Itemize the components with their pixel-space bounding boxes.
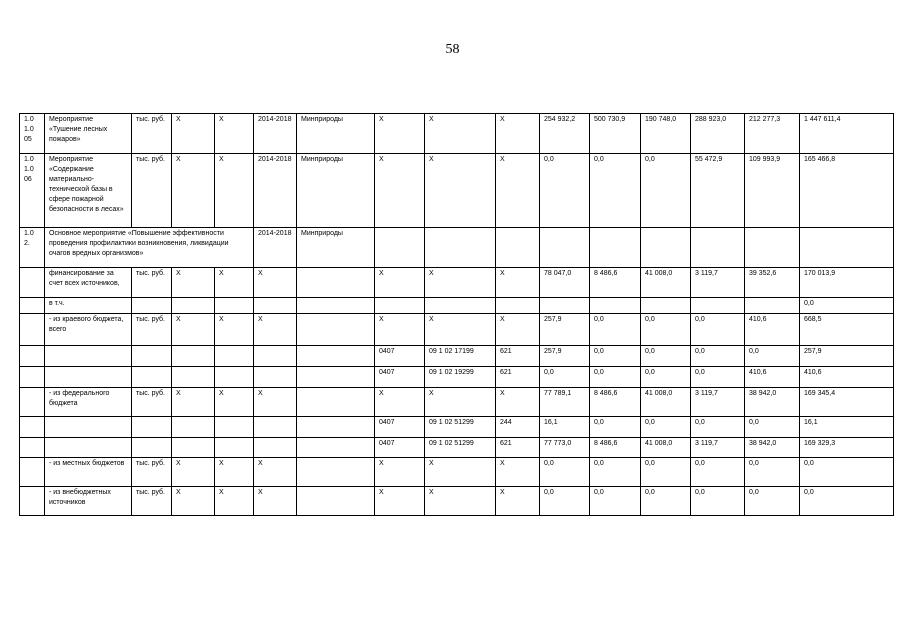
cell-total: 169 329,3	[800, 438, 894, 458]
cell-c10: Х	[496, 154, 540, 228]
cell-total: 0,0	[800, 298, 894, 314]
cell-code	[20, 346, 45, 367]
cell-value-4: 3 119,7	[691, 388, 745, 417]
cell-value-5: 410,6	[745, 367, 800, 388]
cell-period: 2014-2018	[254, 114, 297, 154]
cell-c9: Х	[425, 268, 496, 298]
cell-c4: Х	[172, 154, 215, 228]
cell-empty	[425, 228, 496, 268]
cell-value-2: 0,0	[590, 314, 641, 346]
cell-c5: Х	[215, 268, 254, 298]
cell-empty	[375, 228, 425, 268]
table-row	[20, 367, 894, 388]
cell-value-4: 288 923,0	[691, 114, 745, 154]
cell-value-1: 257,9	[540, 314, 590, 346]
cell-c8: Х	[375, 268, 425, 298]
cell-c5	[215, 346, 254, 367]
cell-value-4: 0,0	[691, 346, 745, 367]
cell-name: в т.ч.	[45, 298, 132, 314]
cell-value-4: 0,0	[691, 458, 745, 487]
cell-unit	[132, 298, 172, 314]
cell-period	[254, 298, 297, 314]
cell-c5: Х	[215, 487, 254, 516]
cell-value-3: 41 008,0	[641, 268, 691, 298]
cell-empty	[745, 228, 800, 268]
cell-total: 0,0	[800, 458, 894, 487]
cell-c5: Х	[215, 314, 254, 346]
cell-period: Х	[254, 458, 297, 487]
cell-unit: тыс. руб.	[132, 154, 172, 228]
cell-c5: Х	[215, 154, 254, 228]
cell-value-3: 41 008,0	[641, 388, 691, 417]
cell-executor	[297, 438, 375, 458]
cell-total: 169 345,4	[800, 388, 894, 417]
page-number: 58	[445, 42, 460, 57]
cell-name: Основное мероприятие «Повышение эффективности проведения профилактики возникновения, ликвидации очагов вредных организмов»	[45, 228, 254, 268]
table-row-main-activity	[20, 228, 894, 268]
cell-value-3: 0,0	[641, 154, 691, 228]
cell-name: Мероприятие «Тушение лесных пожаров»	[45, 114, 132, 154]
cell-name	[45, 367, 132, 388]
cell-empty	[496, 228, 540, 268]
cell-value-2: 0,0	[590, 367, 641, 388]
cell-name	[45, 346, 132, 367]
cell-period	[254, 417, 297, 438]
cell-c5	[215, 438, 254, 458]
cell-code	[20, 487, 45, 516]
cell-c5	[215, 417, 254, 438]
cell-c10: Х	[496, 314, 540, 346]
cell-c4: Х	[172, 114, 215, 154]
cell-unit: тыс. руб.	[132, 458, 172, 487]
cell-name: - из местных бюджетов	[45, 458, 132, 487]
cell-period: Х	[254, 314, 297, 346]
cell-c8: Х	[375, 154, 425, 228]
cell-c4	[172, 346, 215, 367]
cell-unit: тыс. руб.	[132, 114, 172, 154]
cell-c9	[425, 298, 496, 314]
cell-executor	[297, 487, 375, 516]
cell-total: 410,6	[800, 367, 894, 388]
cell-value-4: 0,0	[691, 314, 745, 346]
cell-c10: 244	[496, 417, 540, 438]
cell-period: 2014-2018	[254, 154, 297, 228]
cell-code: 1.0 1.0 06	[20, 154, 45, 228]
table-row	[20, 268, 894, 298]
cell-name	[45, 417, 132, 438]
cell-value-2: 8 486,6	[590, 438, 641, 458]
cell-value-1: 254 932,2	[540, 114, 590, 154]
cell-c10: Х	[496, 388, 540, 417]
cell-value-1: 78 047,0	[540, 268, 590, 298]
cell-unit	[132, 346, 172, 367]
cell-c4	[172, 367, 215, 388]
cell-unit	[132, 438, 172, 458]
cell-code	[20, 388, 45, 417]
cell-value-1: 16,1	[540, 417, 590, 438]
cell-value-2: 8 486,6	[590, 388, 641, 417]
cell-executor: Минприроды	[297, 154, 375, 228]
cell-c10	[496, 298, 540, 314]
cell-code	[20, 438, 45, 458]
cell-value-3: 0,0	[641, 458, 691, 487]
table-row	[20, 298, 894, 314]
cell-c8: Х	[375, 458, 425, 487]
cell-value-4: 3 119,7	[691, 438, 745, 458]
cell-unit: тыс. руб.	[132, 314, 172, 346]
cell-code	[20, 298, 45, 314]
cell-c4: Х	[172, 314, 215, 346]
cell-total: 0,0	[800, 487, 894, 516]
cell-c9: 09 1 02 17199	[425, 346, 496, 367]
cell-value-3	[641, 298, 691, 314]
cell-unit: тыс. руб.	[132, 268, 172, 298]
cell-value-3: 0,0	[641, 417, 691, 438]
cell-c8: Х	[375, 114, 425, 154]
cell-c8: 0407	[375, 346, 425, 367]
cell-c10: Х	[496, 487, 540, 516]
cell-c8: 0407	[375, 367, 425, 388]
cell-name: - из краевого бюджета, всего	[45, 314, 132, 346]
cell-period	[254, 438, 297, 458]
cell-code: 1.0 2.	[20, 228, 45, 268]
cell-value-3: 0,0	[641, 314, 691, 346]
cell-total: 16,1	[800, 417, 894, 438]
cell-value-1: 0,0	[540, 487, 590, 516]
cell-c10: 621	[496, 346, 540, 367]
cell-c4: Х	[172, 388, 215, 417]
cell-value-3: 190 748,0	[641, 114, 691, 154]
cell-value-1: 0,0	[540, 458, 590, 487]
cell-name: - из федерального бюджета	[45, 388, 132, 417]
cell-c9: Х	[425, 388, 496, 417]
cell-value-4: 55 472,9	[691, 154, 745, 228]
cell-value-3: 0,0	[641, 487, 691, 516]
cell-executor	[297, 298, 375, 314]
cell-unit	[132, 417, 172, 438]
cell-c10: Х	[496, 458, 540, 487]
cell-period: Х	[254, 268, 297, 298]
cell-total: 668,5	[800, 314, 894, 346]
cell-executor	[297, 268, 375, 298]
cell-c8: Х	[375, 487, 425, 516]
cell-value-5: 0,0	[745, 346, 800, 367]
cell-value-3: 0,0	[641, 346, 691, 367]
cell-code	[20, 367, 45, 388]
cell-c5: Х	[215, 388, 254, 417]
table-row	[20, 114, 894, 154]
cell-value-1	[540, 298, 590, 314]
cell-value-5: 39 352,6	[745, 268, 800, 298]
cell-value-4: 3 119,7	[691, 268, 745, 298]
cell-code	[20, 268, 45, 298]
cell-empty	[800, 228, 894, 268]
cell-value-1: 77 789,1	[540, 388, 590, 417]
cell-value-3: 0,0	[641, 367, 691, 388]
table-row	[20, 346, 894, 367]
cell-empty	[540, 228, 590, 268]
program-table	[19, 113, 894, 516]
cell-value-5: 38 942,0	[745, 438, 800, 458]
cell-c10: Х	[496, 268, 540, 298]
cell-c8: Х	[375, 388, 425, 417]
cell-executor	[297, 314, 375, 346]
cell-empty	[691, 228, 745, 268]
cell-value-2: 0,0	[590, 417, 641, 438]
table-row	[20, 388, 894, 417]
cell-c8	[375, 298, 425, 314]
cell-period	[254, 346, 297, 367]
cell-executor	[297, 417, 375, 438]
cell-c8: 0407	[375, 438, 425, 458]
cell-total: 1 447 611,4	[800, 114, 894, 154]
cell-value-5: 212 277,3	[745, 114, 800, 154]
cell-value-4: 0,0	[691, 487, 745, 516]
cell-period	[254, 367, 297, 388]
cell-value-5: 0,0	[745, 417, 800, 438]
cell-value-2: 0,0	[590, 487, 641, 516]
cell-c5	[215, 298, 254, 314]
cell-code: 1.0 1.0 05	[20, 114, 45, 154]
cell-name: Мероприятие «Содержание материально-технической базы в сфере пожарной безопасности в лесах»	[45, 154, 132, 228]
cell-value-2: 8 486,6	[590, 268, 641, 298]
cell-value-2: 0,0	[590, 154, 641, 228]
cell-c4: Х	[172, 458, 215, 487]
cell-c9: 09 1 02 51299	[425, 417, 496, 438]
cell-value-4	[691, 298, 745, 314]
cell-unit	[132, 367, 172, 388]
cell-name: финансирование за счет всех источников,	[45, 268, 132, 298]
cell-code	[20, 417, 45, 438]
cell-empty	[590, 228, 641, 268]
cell-c4	[172, 298, 215, 314]
cell-c9: 09 1 02 51299	[425, 438, 496, 458]
cell-c9: Х	[425, 487, 496, 516]
cell-value-1: 257,9	[540, 346, 590, 367]
cell-executor	[297, 367, 375, 388]
cell-c8: 0407	[375, 417, 425, 438]
cell-executor	[297, 458, 375, 487]
cell-c10: 621	[496, 367, 540, 388]
cell-c8: Х	[375, 314, 425, 346]
cell-value-2: 0,0	[590, 458, 641, 487]
cell-executor	[297, 346, 375, 367]
cell-code	[20, 458, 45, 487]
cell-value-5: 410,6	[745, 314, 800, 346]
table-row	[20, 458, 894, 487]
cell-value-2: 500 730,9	[590, 114, 641, 154]
cell-value-1: 0,0	[540, 367, 590, 388]
cell-name: - из внебюджетных источников	[45, 487, 132, 516]
cell-value-5: 0,0	[745, 487, 800, 516]
cell-executor	[297, 388, 375, 417]
table-row	[20, 314, 894, 346]
table-row	[20, 417, 894, 438]
table-row	[20, 154, 894, 228]
cell-value-5: 38 942,0	[745, 388, 800, 417]
cell-total: 257,9	[800, 346, 894, 367]
cell-value-2	[590, 298, 641, 314]
cell-c4	[172, 438, 215, 458]
cell-total: 165 466,8	[800, 154, 894, 228]
cell-executor: Минприроды	[297, 228, 375, 268]
cell-c9: Х	[425, 154, 496, 228]
cell-total: 170 013,9	[800, 268, 894, 298]
cell-value-5: 0,0	[745, 458, 800, 487]
cell-c9: Х	[425, 458, 496, 487]
cell-value-5: 109 993,9	[745, 154, 800, 228]
cell-c4: Х	[172, 268, 215, 298]
cell-c9: Х	[425, 114, 496, 154]
cell-name	[45, 438, 132, 458]
cell-unit: тыс. руб.	[132, 388, 172, 417]
cell-period: 2014-2018	[254, 228, 297, 268]
cell-value-2: 0,0	[590, 346, 641, 367]
cell-value-1: 0,0	[540, 154, 590, 228]
cell-period: Х	[254, 388, 297, 417]
cell-code	[20, 314, 45, 346]
cell-value-3: 41 008,0	[641, 438, 691, 458]
cell-c9: 09 1 02 19299	[425, 367, 496, 388]
cell-c4	[172, 417, 215, 438]
cell-c9: Х	[425, 314, 496, 346]
cell-c4: Х	[172, 487, 215, 516]
cell-value-1: 77 773,0	[540, 438, 590, 458]
cell-unit: тыс. руб.	[132, 487, 172, 516]
table-row	[20, 438, 894, 458]
cell-c5	[215, 367, 254, 388]
cell-empty	[641, 228, 691, 268]
cell-value-4: 0,0	[691, 367, 745, 388]
cell-c10: 621	[496, 438, 540, 458]
cell-value-5	[745, 298, 800, 314]
cell-period: Х	[254, 487, 297, 516]
cell-c10: Х	[496, 114, 540, 154]
cell-value-4: 0,0	[691, 417, 745, 438]
table-row	[20, 487, 894, 516]
cell-c5: Х	[215, 114, 254, 154]
cell-c5: Х	[215, 458, 254, 487]
cell-executor: Минприроды	[297, 114, 375, 154]
